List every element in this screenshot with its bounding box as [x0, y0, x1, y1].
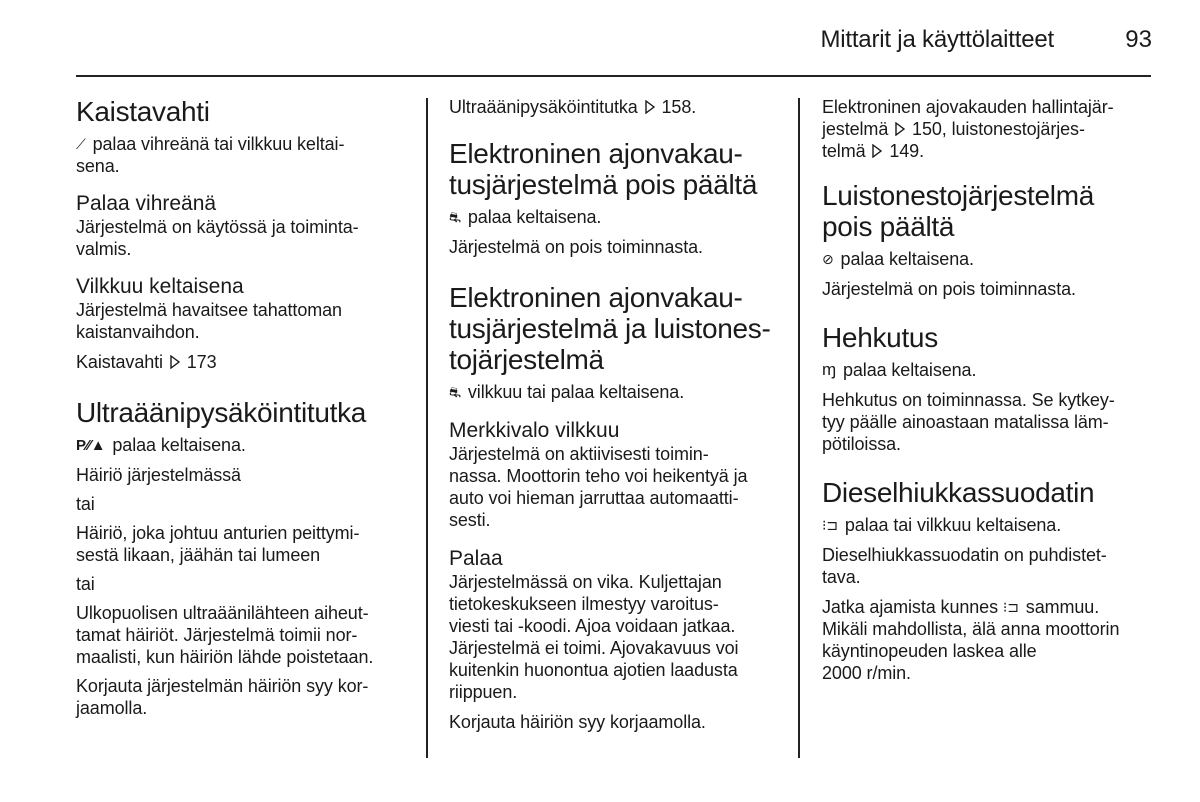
page-reference-icon	[645, 100, 655, 114]
section-title-tc-off	[822, 180, 1152, 242]
ultra-fault-2b: sestä likaan, jäähän tai lumeen	[76, 545, 321, 565]
green-text-2: valmis.	[76, 239, 132, 259]
subheading-vilkkuu-keltaisena: Vilkkuu keltaisena	[76, 275, 244, 298]
lit-text-2: tietokeskukseen ilmestyy varoitus-	[449, 594, 719, 614]
kaistavahti-desc	[76, 133, 406, 177]
blink-desc	[449, 443, 779, 531]
ultra-fault-3b: tamat häiriöt. Järjestelmä toimii nor-	[76, 625, 358, 645]
dpf-text: palaa tai vilkkuu keltaisena.	[844, 515, 1062, 535]
yellow-desc	[76, 299, 406, 343]
kaistavahti-reference[interactable]	[76, 351, 406, 373]
glow-plug-icon: ɱ	[822, 360, 837, 379]
column-divider-1	[426, 98, 428, 758]
lane-assist-icon: ⟋	[76, 136, 86, 152]
esp-title-3: tojärjestelmä	[449, 344, 604, 375]
kaistavahti-text-2: sena.	[76, 156, 120, 176]
ultra-or-1: tai	[76, 494, 95, 514]
esp-off-title-2: tusjärjestelmä pois päältä	[449, 169, 758, 200]
page-number: 93	[1125, 26, 1152, 53]
column-3	[822, 96, 1152, 684]
esp-tc-reference[interactable]	[822, 96, 1152, 162]
page-reference-icon	[170, 355, 180, 369]
lit-fix: Korjauta häiriön syy korjaamolla.	[449, 712, 706, 732]
lit-text-3: viesti tai -koodi. Ajoa voidaan jatkaa.	[449, 616, 736, 636]
ultra-or-2: tai	[76, 574, 95, 594]
lit-text-1: Järjestelmässä on vika. Kuljettajan	[449, 572, 722, 592]
tc-off-title-1: Luistonestojärjestelmä	[822, 180, 1094, 211]
ultra-fix-1: Korjauta järjestelmän häiriön syy kor-	[76, 676, 369, 696]
blink-text-2: nassa. Moottorin teho voi heikentyä ja	[449, 466, 748, 486]
tc-off-desc	[822, 248, 1152, 270]
reference-text: Ultraäänipysäköintitutka	[449, 97, 638, 117]
dpf-desc	[822, 544, 1152, 588]
yellow-text-2: kaistanvaihdon.	[76, 322, 200, 342]
dpf-desc-2: tava.	[822, 567, 861, 587]
blink-text-1: Järjestelmä on aktiivisesti toimin-	[449, 444, 709, 464]
yellow-text-1: Järjestelmä havaitsee tahattoman	[76, 300, 342, 320]
ultra-text: palaa keltaisena.	[112, 435, 246, 455]
ultra-fix-2: jaamolla.	[76, 698, 148, 718]
section-title-kaistavahti: Kaistavahti	[76, 96, 210, 127]
dpf-cont-4: 2000 r/min.	[822, 663, 911, 683]
esp-off-text: palaa keltaisena.	[467, 207, 602, 227]
green-desc	[76, 216, 406, 260]
ultra-desc	[76, 434, 406, 457]
reference-line-2-text: jestelmä	[822, 119, 889, 139]
diesel-particulate-filter-icon: ⁝⊐	[1002, 599, 1019, 615]
column-divider-2	[798, 98, 800, 758]
traction-control-off-icon: ⊘	[822, 251, 834, 267]
glow-text: palaa keltaisena.	[842, 360, 977, 380]
page-reference-icon	[895, 122, 905, 136]
esp-desc	[449, 381, 779, 403]
tc-off-status: Järjestelmä on pois toiminnasta.	[822, 279, 1076, 299]
lit-desc	[449, 571, 779, 703]
ultra-fault-2a: Häiriö, joka johtuu anturien peittymi-	[76, 523, 360, 543]
glow-desc-2: tyy päälle ainoastaan matalissa läm-	[822, 412, 1109, 432]
reference-line-1: Elektroninen ajovakauden hallintajär-	[822, 97, 1114, 117]
dpf-desc-line	[822, 514, 1152, 536]
ultra-fault-3a: Ulkopuolisen ultraäänilähteen aiheut-	[76, 603, 369, 623]
section-title-dieselhiukkassuodatin: Dieselhiukkassuodatin	[822, 477, 1095, 508]
blink-text-4: sesti.	[449, 510, 491, 530]
lit-text-5: kuitenkin huonontua ajotien laadusta	[449, 660, 738, 680]
column-2	[449, 96, 779, 733]
esp-off-status: Järjestelmä on pois toiminnasta.	[449, 237, 703, 257]
subheading-merkkivalo-vilkkuu: Merkkivalo vilkkuu	[449, 419, 620, 442]
glow-desc	[822, 389, 1152, 455]
section-title-esp-off	[449, 138, 779, 200]
ultra-fault-3	[76, 602, 406, 668]
lit-text-6: riippuen.	[449, 682, 518, 702]
subheading-palaa: Palaa	[449, 547, 503, 570]
glow-desc-line	[822, 359, 1152, 381]
parking-sensor-icon: P⁄⁄▲	[76, 437, 106, 454]
reference-page: 158.	[661, 97, 697, 117]
section-title-hehkutus: Hehkutus	[822, 322, 938, 353]
chapter-title: Mittarit ja käyttölaitteet	[820, 26, 1054, 53]
page-reference-icon	[872, 144, 882, 158]
ultra-fault-1: Häiriö järjestelmässä	[76, 465, 241, 485]
ultra-fault-2	[76, 522, 406, 566]
tc-off-title-2: pois päältä	[822, 211, 955, 242]
kaistavahti-text-1: palaa vihreänä tai vilkkuu keltai-	[92, 134, 345, 154]
esp-title-1: Elektroninen ajonvakau-	[449, 282, 743, 313]
dpf-continue	[822, 596, 1152, 684]
column-1	[76, 88, 406, 719]
green-text-1: Järjestelmä on käytössä ja toiminta-	[76, 217, 359, 237]
reference-line-2-page: 150, luistonestojärjes-	[912, 119, 1085, 139]
reference-line-3-page: 149.	[889, 141, 924, 161]
ultra-fault-3c: maalisti, kun häiriön lähde poistetaan.	[76, 647, 374, 667]
esp-off-icon: ⛐	[449, 209, 461, 225]
esp-title-2: tusjärjestelmä ja luistones-	[449, 313, 771, 344]
lit-text-4: Järjestelmä ei toimi. Ajovakavuus voi	[449, 638, 739, 658]
dpf-cont-1a: Jatka ajamista kunnes	[822, 597, 998, 617]
glow-desc-1: Hehkutus on toiminnassa. Se kytkey-	[822, 390, 1115, 410]
reference-page: 173	[186, 352, 217, 372]
dpf-cont-1b: sammuu.	[1025, 597, 1100, 617]
dpf-desc-1: Dieselhiukkassuodatin on puhdistet-	[822, 545, 1107, 565]
esp-off-title-1: Elektroninen ajonvakau-	[449, 138, 743, 169]
section-title-esp	[449, 282, 779, 375]
dpf-cont-3: käyntinopeuden laskea alle	[822, 641, 1037, 661]
header-divider	[76, 75, 1151, 77]
reference-line-3-text: telmä	[822, 141, 866, 161]
glow-desc-3: pötiloissa.	[822, 434, 901, 454]
esp-off-desc	[449, 206, 779, 228]
blink-text-3: auto voi hieman jarruttaa automaatti-	[449, 488, 739, 508]
tc-off-text: palaa keltaisena.	[840, 249, 974, 269]
dpf-cont-2: Mikäli mahdollista, älä anna moottorin	[822, 619, 1120, 639]
diesel-particulate-filter-icon: ⁝⊐	[822, 517, 838, 533]
section-title-ultraaani: Ultraäänipysäköintitutka	[76, 397, 367, 428]
ultra-fix	[76, 675, 406, 719]
reference-text: Kaistavahti	[76, 352, 163, 372]
subheading-palaa-vihreana: Palaa vihreänä	[76, 192, 217, 215]
esp-text: vilkkuu tai palaa keltaisena.	[467, 382, 685, 402]
esp-icon: ⛐	[449, 384, 461, 400]
ultra-reference[interactable]	[449, 96, 779, 118]
